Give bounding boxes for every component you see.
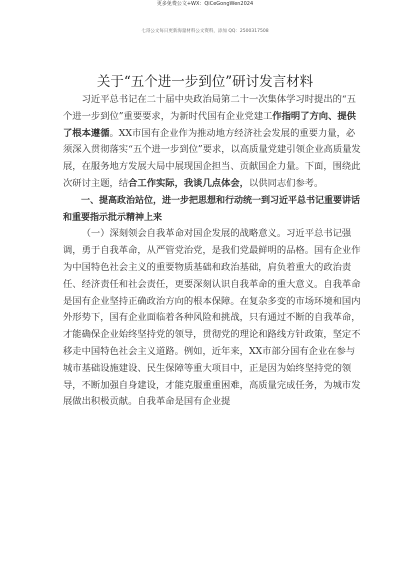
- document-title: 关于“五个进一步到位”研讨发言材料: [96, 74, 314, 90]
- watermark-header: 更多免费公文+WX：QiCeGongWen2024: [156, 1, 254, 7]
- intro-bold-1: 作指明了方向、提供了根本遵循: [63, 110, 356, 139]
- intro-text-2: 。XX市国有企业作为推动地方经济社会发展的重要力量，必须深入贯彻落实“五个进一步到位”要求，以高质量党建引领企业高质量发展，在服务地方发展大局中展现国企担当、贡献国企力量。下面，围绕此次研讨主题，结: [63, 127, 361, 189]
- intro-text-3: 以供同志们参考。: [248, 177, 324, 189]
- header-note: 七哥公文每日更新海量材料公文资料，添加 QQ：2500317508: [141, 29, 269, 34]
- intro-paragraph: [63, 92, 363, 193]
- body-paragraph: （一）深刻领会自我革命对国企发展的战略意义。习近平总书记强调，勇于自我革命，从严管党治党，是我们党最鲜明的品格。国有企业作为中国特色社会主义的重要物质基础和政治基础，肩负着重大的政治责任、经济责任和社会责任，更要深刻认识自我革命的重大意义。自我革命是国有企业坚持正确政治方向的根本保障。在复杂多变的市场环境和国内外形势下，国有企业面临着各种风险和挑战，只有通过不断的自我革命，才能确保企业始终坚持党的领导，贯彻党的理论和路线方针政策，坚定不移走中国特色社会主义道路。例如，近年来，XX市部分国有企业在参与城市基础设施建设、民生保障等重大项目中，正是因为始终坚持党的领导，不断加强自身建设，才能克服重重困难，高质量完成任务，为城市发展做出积极贡献。自我革命是国有企业提: [63, 228, 361, 408]
- document-body: [63, 92, 363, 411]
- intro-bold-2: 合工作实际，我谈几点体会，: [128, 177, 249, 189]
- intro-text-1: 习近平总书记在二十届中央政治局第二十一次集体学习时提出的“五个进一步到位”重要要求，为新时代国有企业党建工: [63, 94, 356, 122]
- section-heading: 一、提高政治站位，进一步把思想和行动统一到习近平总书记重要讲话和重要指示批示精神上来: [63, 195, 361, 223]
